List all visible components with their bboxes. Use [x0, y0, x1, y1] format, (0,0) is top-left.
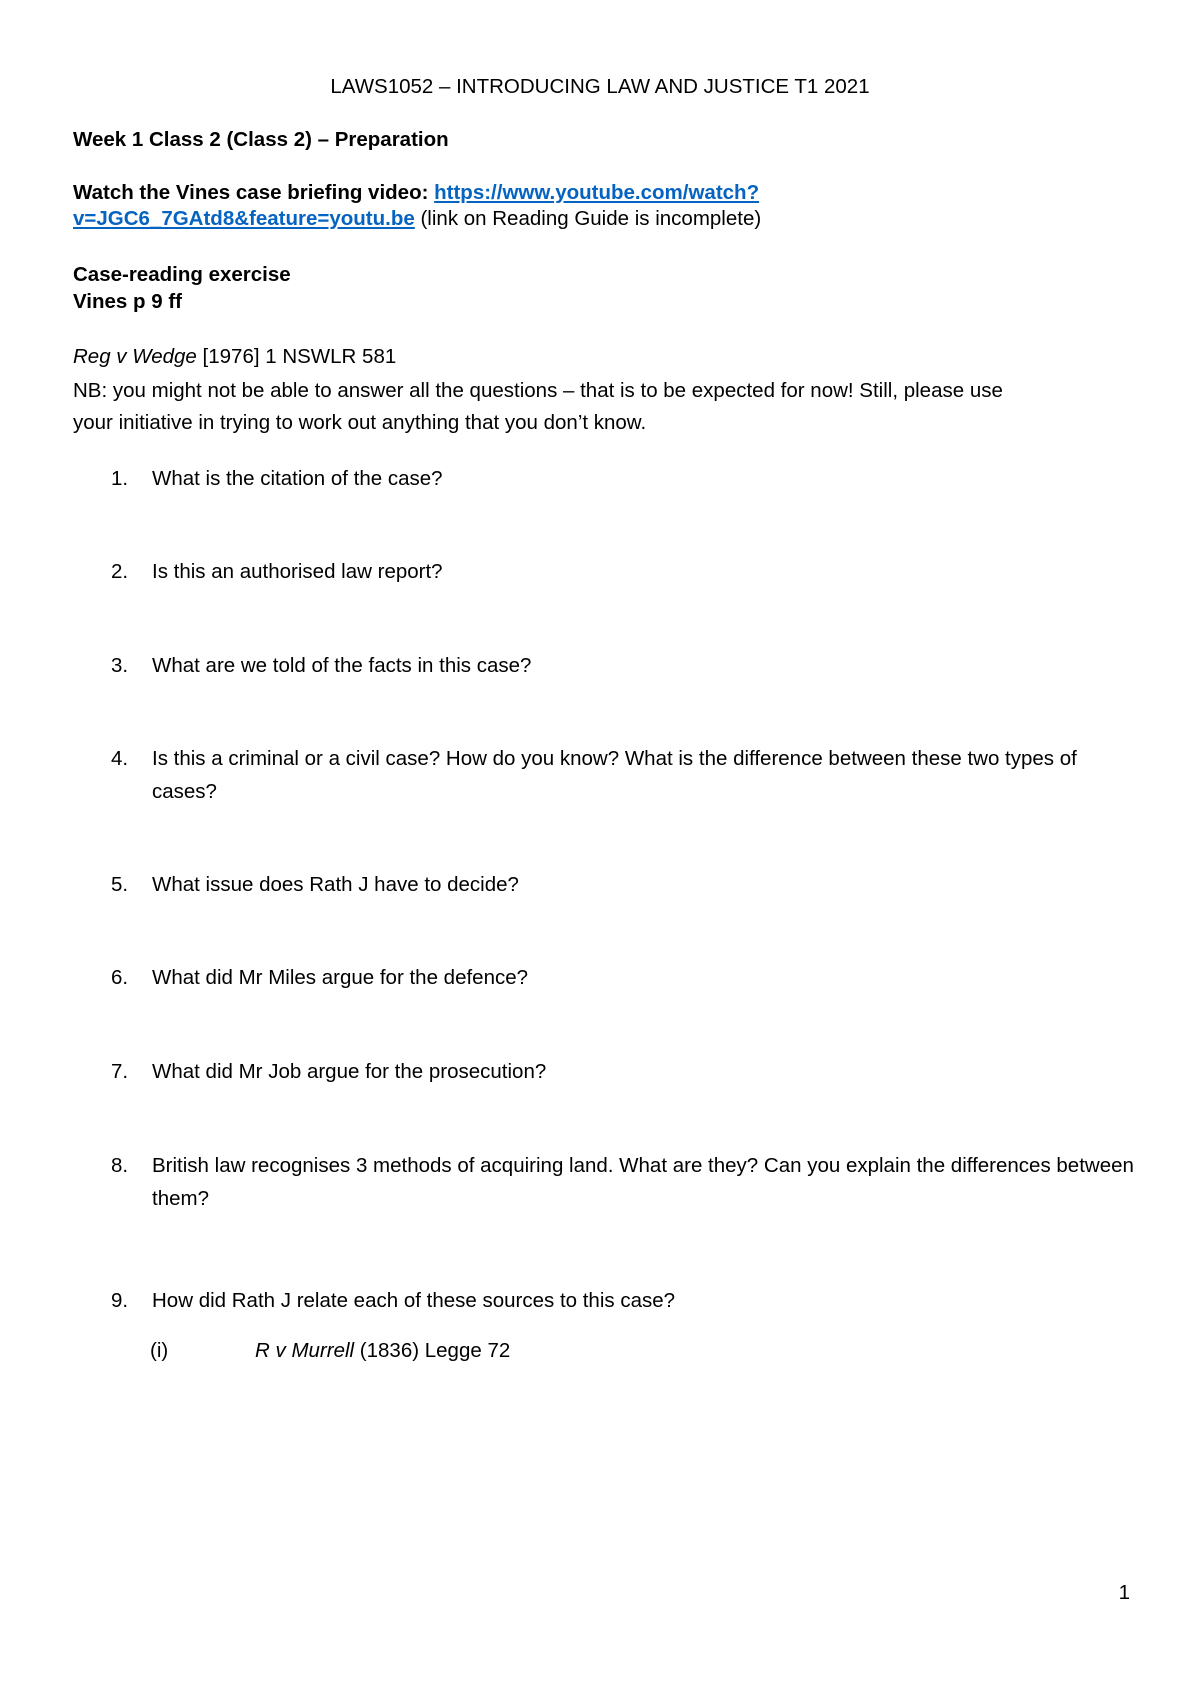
question-5 [111, 868, 1141, 901]
question-6 [111, 961, 1141, 994]
subitem-i [150, 1338, 510, 1364]
question-number: 2. [111, 560, 129, 583]
question-8 [111, 1149, 1141, 1215]
question-number: 8. [111, 1154, 129, 1177]
nb-paragraph [73, 375, 1153, 439]
video-link-part2[interactable]: v=JGC6_7GAtd8&feature=youtu.be [73, 207, 415, 230]
question-text: Is this an authorised law report? [152, 560, 443, 583]
question-number: 5. [111, 873, 129, 896]
question-text: What are we told of the facts in this case? [152, 654, 532, 677]
subitem-case-name: R v Murrell [255, 1339, 355, 1362]
question-number: 7. [111, 1060, 129, 1083]
question-text: What is the citation of the case? [152, 467, 443, 490]
exercise-heading: Case-reading exercise [73, 263, 291, 286]
question-3 [111, 649, 1141, 682]
video-link-part1[interactable]: https://www.youtube.com/watch? [434, 181, 760, 204]
question-2 [111, 555, 1141, 588]
exercise-reference: Vines p 9 ff [73, 290, 182, 313]
week-heading: Week 1 Class 2 (Class 2) – Preparation [73, 128, 449, 151]
subitem-reference: (1836) Legge 72 [354, 1339, 511, 1362]
question-number: 9. [111, 1289, 129, 1312]
question-7 [111, 1055, 1141, 1088]
question-number: 6. [111, 966, 129, 989]
case-name: Reg v Wedge [73, 345, 197, 368]
question-4 [111, 742, 1141, 808]
question-text: Is this a criminal or a civil case? How do you know? What is the difference between these two types of cases? [152, 747, 1077, 803]
question-text: How did Rath J relate each of these sources to this case? [152, 1289, 676, 1312]
question-text: What did Mr Miles argue for the defence? [152, 966, 529, 989]
question-text: What did Mr Job argue for the prosecution? [152, 1060, 547, 1083]
subitem-number: (i) [150, 1339, 169, 1362]
document-title: LAWS1052 – INTRODUCING LAW AND JUSTICE T1 2021 [330, 75, 870, 98]
watch-note: (link on Reading Guide is incomplete) [414, 207, 762, 230]
page-number: 1 [1118, 1581, 1130, 1604]
question-text: What issue does Rath J have to decide? [152, 873, 519, 896]
watch-paragraph [73, 180, 1133, 232]
question-1 [111, 462, 1141, 495]
nb-line-2: your initiative in trying to work out anything that you don’t know. [73, 411, 647, 434]
question-text: British law recognises 3 methods of acquiring land. What are they? Can you explain the differences between them? [152, 1154, 1134, 1210]
question-number: 1. [111, 467, 129, 490]
question-9 [111, 1284, 1141, 1317]
case-citation: [1976] 1 NSWLR 581 [196, 345, 397, 368]
nb-line-1: NB: you might not be able to answer all the questions – that is to be expected for now! Still, please use [73, 379, 1003, 402]
question-number: 3. [111, 654, 129, 677]
case-heading [73, 344, 396, 370]
watch-label: Watch the Vines case briefing video: [73, 181, 435, 204]
question-number: 4. [111, 747, 129, 770]
